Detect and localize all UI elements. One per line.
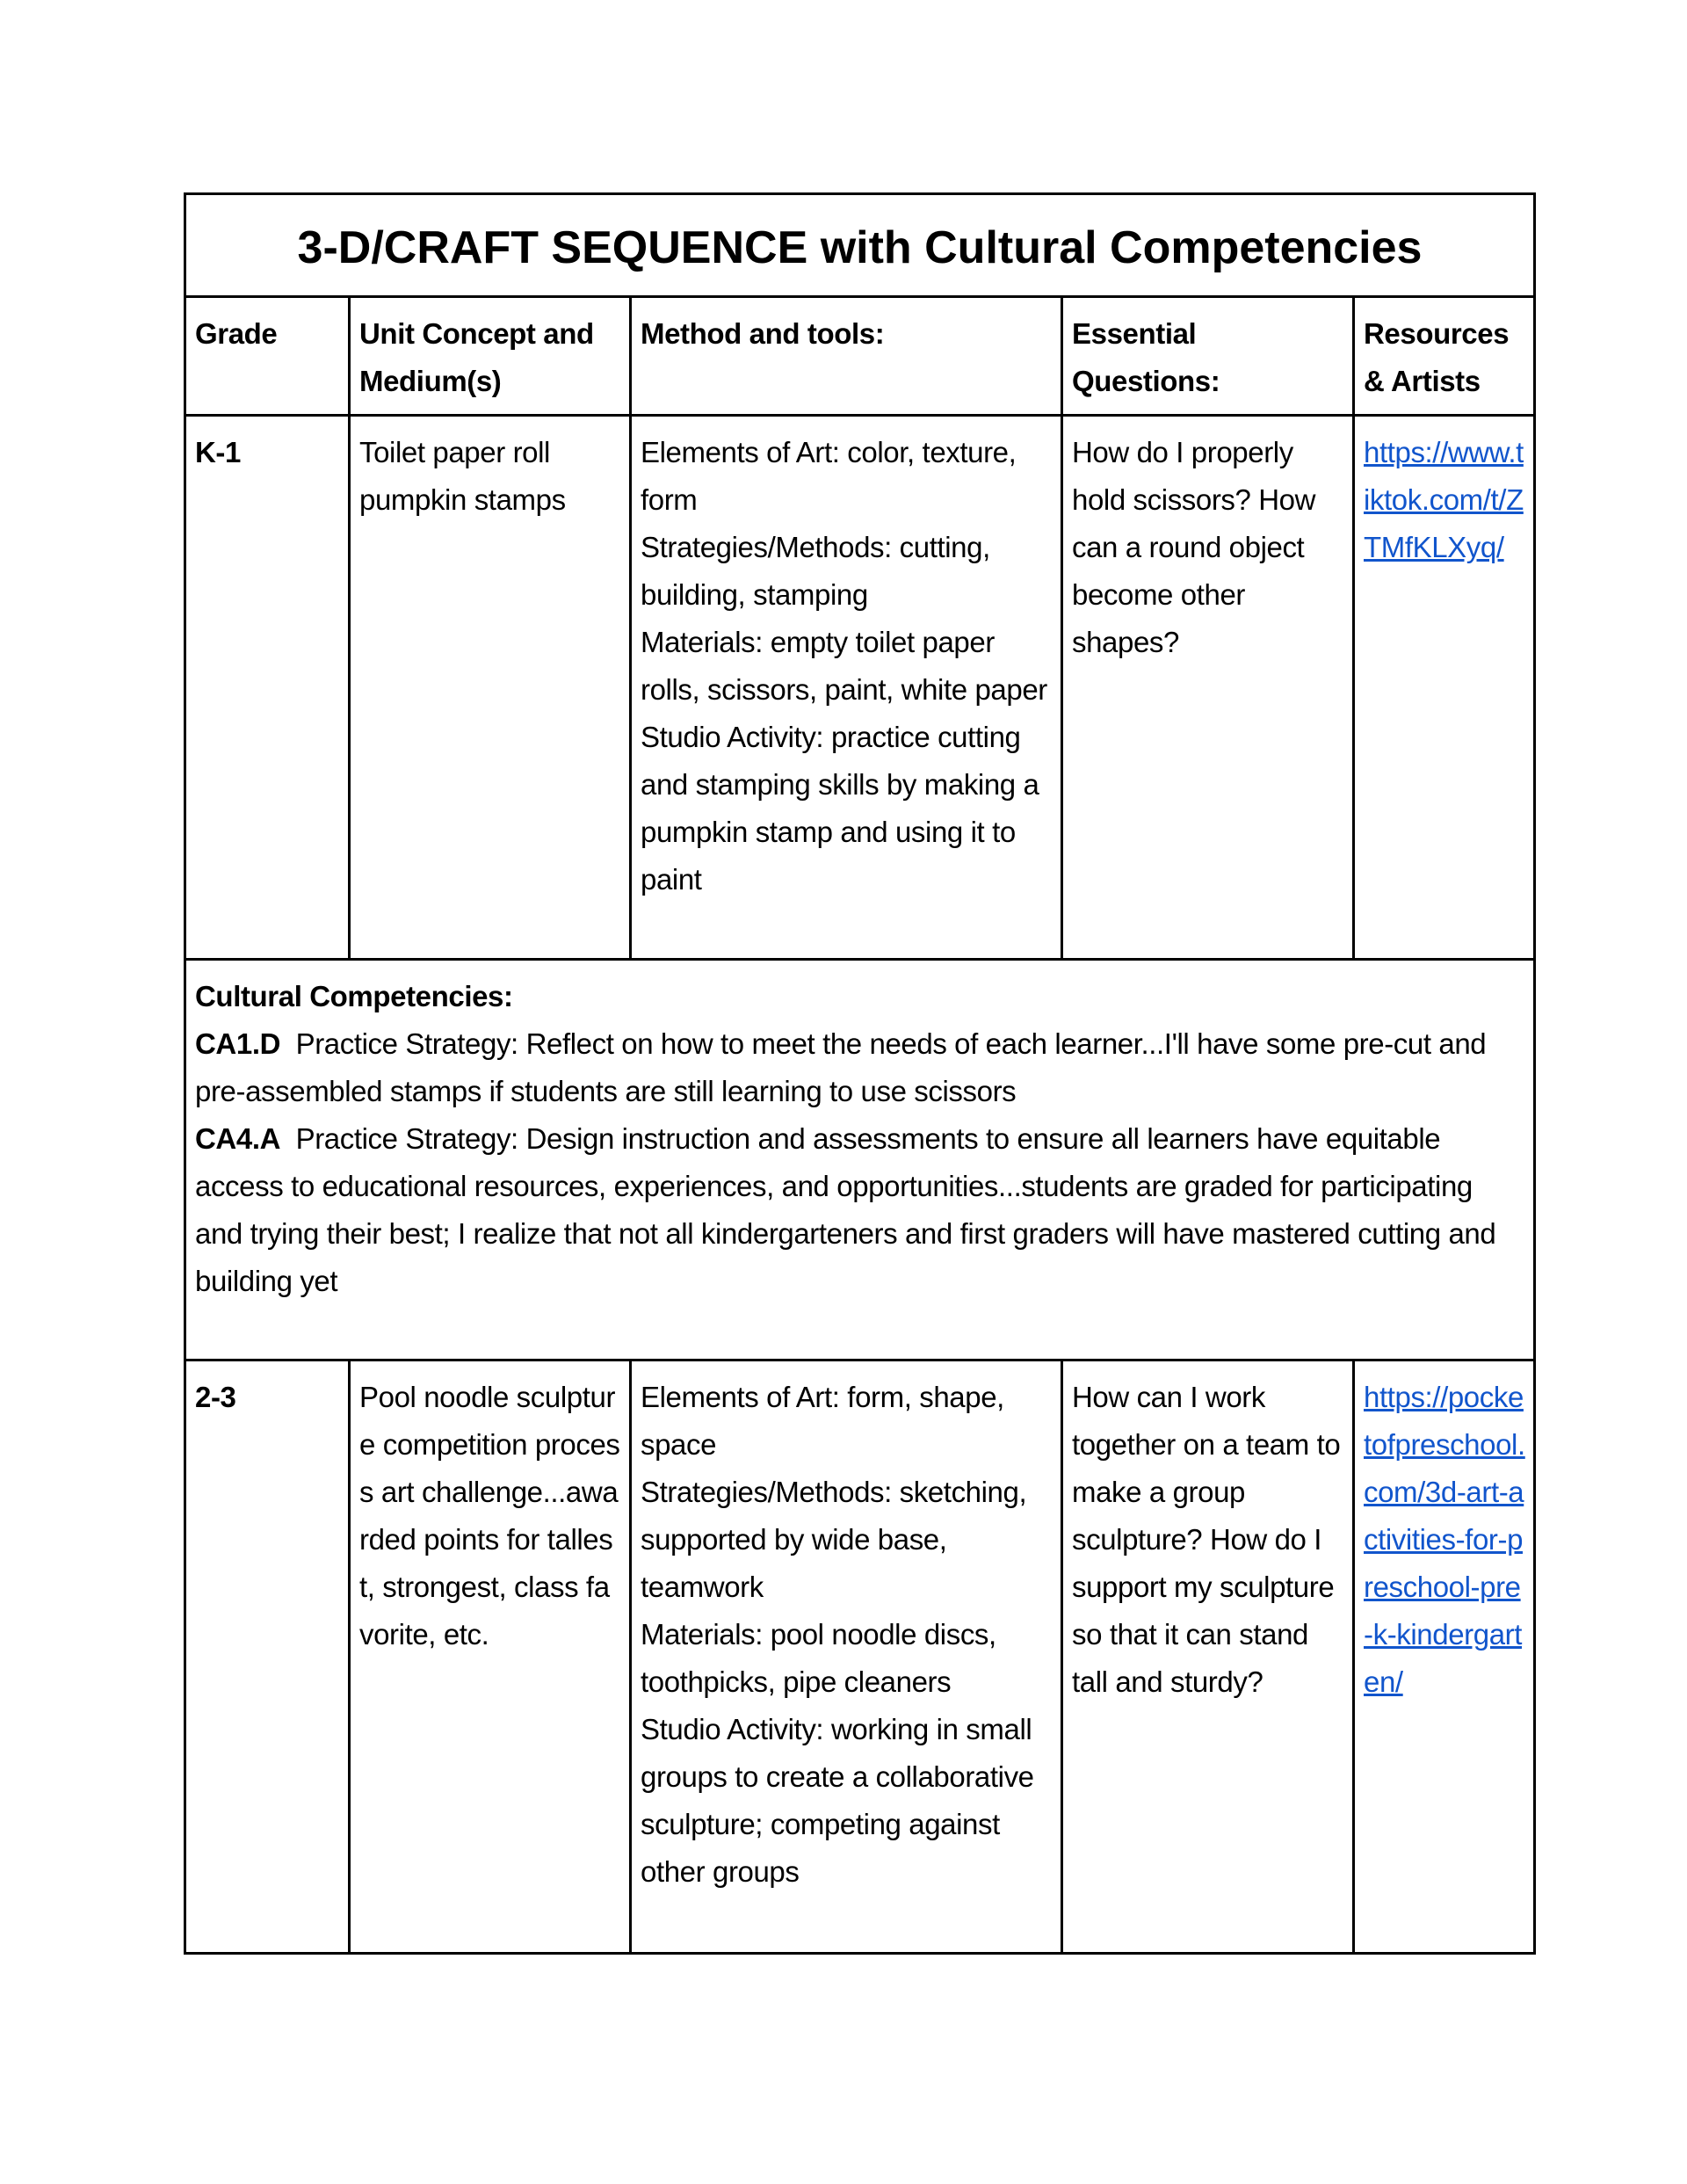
cultural-competencies-row xyxy=(185,960,1535,1360)
grade-cell: K-1 xyxy=(185,416,350,960)
questions-cell: How can I work together on a team to make a group sculpture? How do I support my sculpture so that it can stand tall and sturdy? xyxy=(1062,1360,1354,1954)
document-title: 3-D/CRAFT SEQUENCE with Cultural Competencies xyxy=(185,194,1535,297)
method-line: Studio Activity: practice cutting and stamping skills by making a pumpkin stamp and using it to paint xyxy=(641,721,1039,896)
method-line: Studio Activity: working in small groups to create a collaborative sculpture; competing against other groups xyxy=(641,1713,1034,1888)
competency-text: Practice Strategy: Reflect on how to meet the needs of each learner...I'll have some pre-cut and pre-assembled stamps if students are still learning to use scissors xyxy=(195,1027,1487,1107)
header-grade: Grade xyxy=(185,297,350,416)
unit-cell: Pool noodle sculpture competition process art challenge...awarded points for tallest, strongest, class favorite, etc. xyxy=(350,1360,631,1954)
method-line: Elements of Art: color, texture, form xyxy=(641,436,1017,516)
method-line: Elements of Art: form, shape, space xyxy=(641,1381,1004,1461)
method-line: Strategies/Methods: sketching, supported by wide base, teamwork xyxy=(641,1476,1027,1603)
competency-item xyxy=(195,1115,1525,1305)
table-row xyxy=(185,416,1535,960)
questions-cell: How do I properly hold scissors? How can a round object become other shapes? xyxy=(1062,416,1354,960)
header-questions: Essential Questions: xyxy=(1062,297,1354,416)
header-method: Method and tools: xyxy=(631,297,1062,416)
header-row xyxy=(185,297,1535,416)
competency-code: CA1.D xyxy=(195,1027,281,1060)
competency-code: CA4.A xyxy=(195,1122,281,1155)
resource-link[interactable]: https://pocketofpreschool.com/3d-art-activities-for-preschool-pre-k-kindergarten/ xyxy=(1364,1381,1525,1698)
craft-sequence-table xyxy=(184,192,1536,1955)
method-line: Materials: empty toilet paper rolls, scissors, paint, white paper xyxy=(641,626,1047,706)
resource-cell xyxy=(1354,1360,1535,1954)
grade-cell: 2-3 xyxy=(185,1360,350,1954)
competency-text: Practice Strategy: Design instruction and assessments to ensure all learners have equitable access to educational resources, experiences, and opportunities...students are graded for participating and trying their best; I realize that not all kindergarteners and first graders will have mastered cutting and building yet xyxy=(195,1122,1496,1297)
method-line: Strategies/Methods: cutting, building, stamping xyxy=(641,531,990,611)
header-resources: Resources & Artists xyxy=(1354,297,1535,416)
method-line: Materials: pool noodle discs, toothpicks, pipe cleaners xyxy=(641,1618,996,1698)
unit-cell: Toilet paper roll pumpkin stamps xyxy=(350,416,631,960)
header-unit: Unit Concept and Medium(s) xyxy=(350,297,631,416)
method-cell xyxy=(631,1360,1062,1954)
competency-item xyxy=(195,1020,1525,1115)
table-row xyxy=(185,1360,1535,1954)
cultural-heading: Cultural Competencies: xyxy=(195,980,513,1012)
method-cell xyxy=(631,416,1062,960)
cultural-competencies-cell xyxy=(185,960,1535,1360)
resource-link[interactable]: https://www.tiktok.com/t/ZTMfKLXyq/ xyxy=(1364,436,1524,563)
resource-cell xyxy=(1354,416,1535,960)
